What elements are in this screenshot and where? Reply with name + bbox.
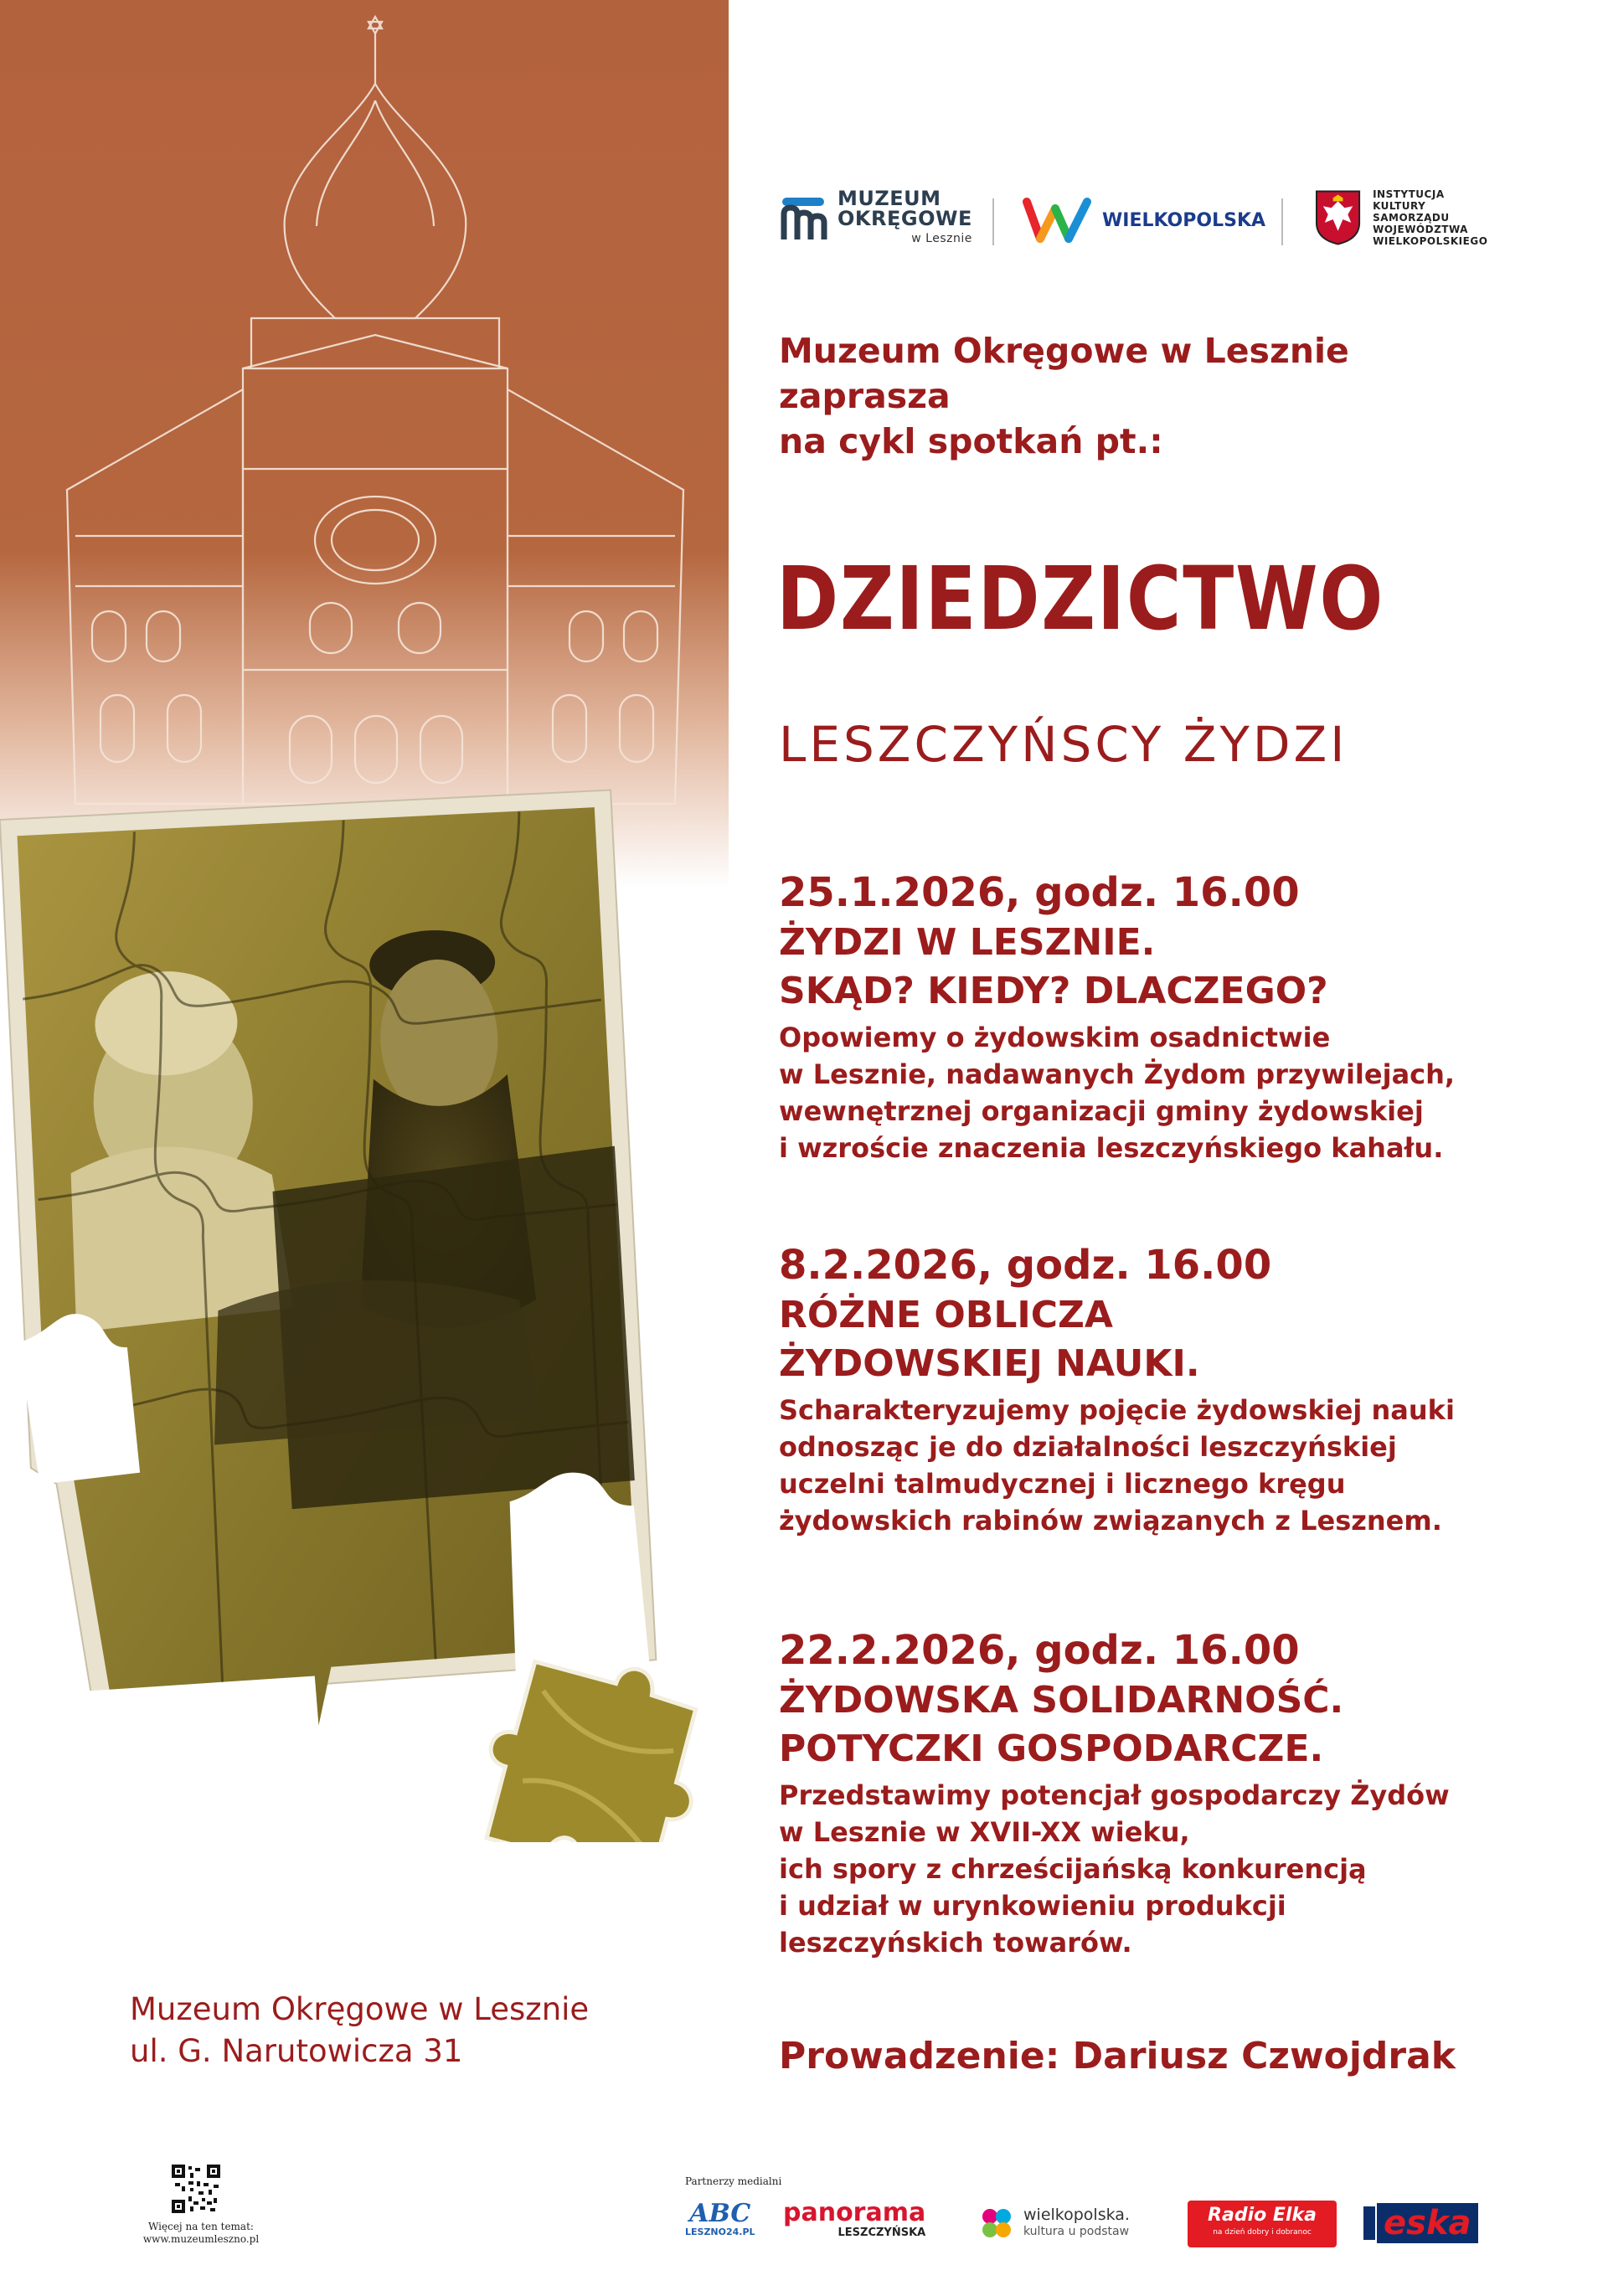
- intro-line1: Muzeum Okręgowe w Lesznie: [779, 331, 1349, 371]
- logo-bar: [779, 188, 1499, 264]
- partners-label: Partnerzy medialni: [685, 2175, 782, 2187]
- event-description-line: i udział w urynkowieniu produkcji: [779, 1890, 1286, 1922]
- wielkopolska-logo: [1022, 193, 1265, 247]
- event-description-line: w Lesznie, nadawanych Żydom przywilejach,: [779, 1058, 1456, 1090]
- event-description-line: ich spory z chrześcijańską konkurencją: [779, 1853, 1367, 1885]
- institution-line2: SAMORZĄDU: [1373, 212, 1450, 224]
- poster-artwork: [0, 0, 729, 1842]
- muzeum-logo-line2: OKRĘGOWE: [838, 207, 972, 230]
- event-description: [779, 1777, 1533, 1961]
- partner-abc-text: ABC: [689, 2199, 751, 2228]
- partner-radio-text: Radio Elka: [1208, 2205, 1317, 2226]
- event-description-line: żydowskich rabinów związanych z Lesznem.: [779, 1505, 1442, 1537]
- partner-kultura-text: wielkopolska.: [1023, 2206, 1130, 2224]
- intro-line3: na cykl spotkań pt.:: [779, 421, 1163, 461]
- event-1: [779, 867, 1533, 1166]
- wielkopolska-logo-text: WIELKOPOLSKA: [1102, 209, 1266, 231]
- institution-logo: [1315, 188, 1499, 247]
- muzeum-logo-line3: w Lesznie: [911, 232, 972, 245]
- institution-line1: INSTYTUCJA KULTURY: [1373, 188, 1445, 212]
- missing-piece: [47, 1676, 322, 1785]
- event-title-line2: SKĄD? KIEDY? DLACZEGO?: [779, 970, 1328, 1012]
- poster-title: DZIEDZICTWO: [776, 548, 1385, 650]
- puzzle-photo: [0, 790, 660, 1786]
- event-2: [779, 1239, 1533, 1539]
- partner-radio-sub: na dzień dobry i dobranoc: [1213, 2228, 1312, 2237]
- event-date: 8.2.2026, godz. 16.00: [779, 1242, 1272, 1289]
- partner-panorama-text: panorama: [783, 2198, 926, 2227]
- event-description-line: Opowiemy o żydowskim osadnictwie: [779, 1022, 1331, 1053]
- event-title-line1: ŻYDZI W LESZNIE.: [779, 921, 1156, 964]
- qr-caption-url[interactable]: www.muzeumleszno.pl: [142, 2233, 260, 2245]
- kultura-flower-icon: [978, 2205, 1015, 2242]
- event-description: [779, 1019, 1533, 1166]
- partner-radio-elka-logo: [1188, 2201, 1337, 2247]
- event-description-line: wewnętrznej organizacji gminy żydowskiej: [779, 1095, 1424, 1127]
- eska-radio-tag: [1363, 2206, 1375, 2240]
- institution-line4: WIELKOPOLSKIEGO: [1373, 235, 1488, 247]
- address-line2: ul. G. Narutowicza 31: [130, 2033, 463, 2069]
- event-date: 22.2.2026, godz. 16.00: [779, 1627, 1300, 1674]
- logo-separator: [1281, 198, 1283, 245]
- event-description-line: Scharakteryzujemy pojęcie żydowskiej nauki: [779, 1394, 1455, 1426]
- venue-address: [130, 1989, 589, 2072]
- intro-line2: zaprasza: [779, 376, 951, 416]
- event-description-line: Przedstawimy potencjał gospodarczy Żydów: [779, 1779, 1450, 1811]
- event-3: [779, 1624, 1533, 1961]
- qr-code[interactable]: [172, 2165, 220, 2213]
- event-description-line: leszczyńskich towarów.: [779, 1927, 1132, 1959]
- muzeum-logo: [779, 188, 972, 249]
- event-date: 25.1.2026, godz. 16.00: [779, 869, 1300, 916]
- event-description-line: odnosząc je do działalności leszczyńskiej: [779, 1431, 1397, 1463]
- host-name: Prowadzenie: Dariusz Czwojdrak: [779, 2035, 1456, 2077]
- event-title-line1: ŻYDOWSKA SOLIDARNOŚĆ.: [779, 1679, 1344, 1722]
- event-description-line: w Lesznie w XVII-XX wieku,: [779, 1816, 1190, 1848]
- event-title-line2: ŻYDOWSKIEJ NAUKI.: [779, 1342, 1200, 1385]
- event-description: [779, 1392, 1533, 1539]
- partner-kultura-sub: kultura u podstaw: [1023, 2225, 1130, 2238]
- event-description-line: uczelni talmudycznej i licznego kręgu: [779, 1468, 1346, 1500]
- logo-separator: [992, 198, 994, 245]
- invitation-intro: [779, 328, 1349, 464]
- event-title-line2: POTYCZKI GOSPODARCZE.: [779, 1727, 1324, 1770]
- muzeum-logo-icon: [779, 194, 827, 243]
- copper-background: [0, 0, 729, 888]
- partner-wielkopolska-kultura-logo: [978, 2198, 1130, 2248]
- qr-caption: [134, 2221, 268, 2246]
- wielkopolska-logo-icon: [1022, 193, 1094, 247]
- partner-panorama-sub: LESZCZYŃSKA: [838, 2227, 926, 2239]
- qr-caption-line1: Więcej na ten temat:: [148, 2221, 254, 2232]
- partner-abc-logo: [685, 2198, 755, 2248]
- event-description-line: i wzroście znaczenia leszczyńskiego kahału.: [779, 1132, 1444, 1164]
- institution-line3: WOJEWÓDZTWA: [1373, 224, 1468, 235]
- partner-abc-sub: LESZNO24.PL: [685, 2227, 755, 2237]
- partner-eska-logo: [1363, 2198, 1478, 2248]
- partner-eska-text: eska: [1377, 2203, 1478, 2243]
- eagle-crest-icon: [1315, 189, 1361, 246]
- partner-panorama-logo: [783, 2198, 925, 2248]
- event-title-line1: RÓŻNE OBLICZA: [779, 1294, 1113, 1336]
- muzeum-logo-line1: MUZEUM: [838, 187, 941, 210]
- address-line1: Muzeum Okręgowe w Lesznie: [130, 1991, 590, 2027]
- poster-subtitle: LESZCZYŃSCY ŻYDZI: [779, 716, 1348, 773]
